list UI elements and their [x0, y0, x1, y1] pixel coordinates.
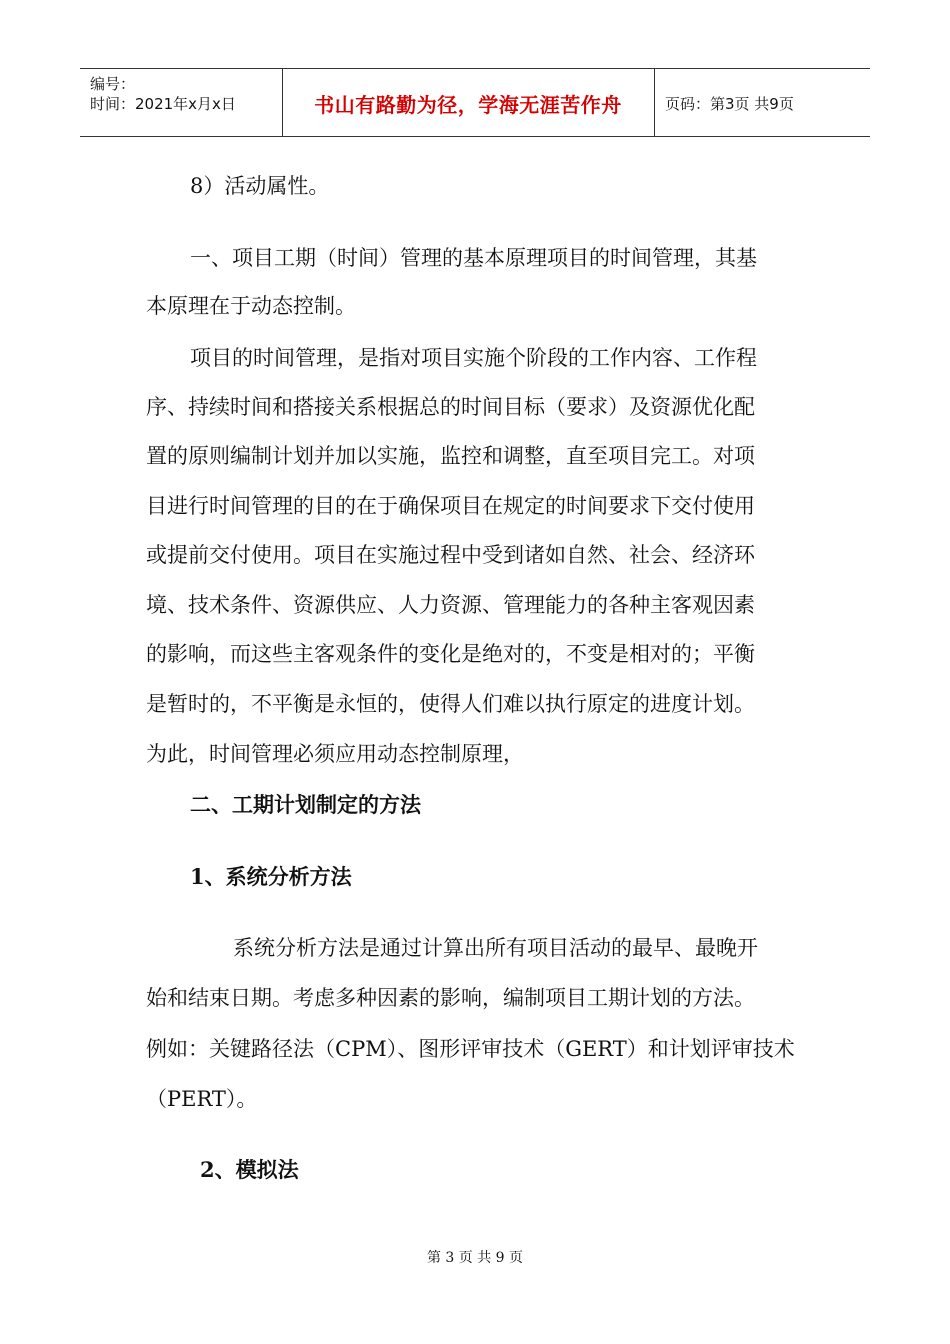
body-line: （PERT）。	[146, 1087, 258, 1111]
body-line: 目进行时间管理的目的在于确保项目在规定的时间要求下交付使用	[146, 494, 755, 518]
body-line: 项目的时间管理，是指对项目实施个阶段的工作内容、工作程	[190, 346, 757, 370]
body-line: 始和结束日期。考虑多种因素的影响，编制项目工期计划的方法。	[146, 986, 755, 1010]
body-line: 本原理在于动态控制。	[146, 294, 356, 318]
page-header	[80, 68, 870, 137]
body-line: 系统分析方法是通过计算出所有项目活动的最早、最晚开	[233, 936, 758, 960]
header-page-code: 页码：第3页 共9页	[665, 95, 794, 113]
subsection-heading: 1、系统分析方法	[190, 864, 352, 889]
document-date-label: 时间：2021年x月x日	[90, 95, 236, 113]
body-line: 置的原则编制计划并加以实施，监控和调整，直至项目完工。对项	[146, 444, 755, 468]
body-line: 8）活动属性。	[190, 174, 330, 198]
body-line: 或提前交付使用。项目在实施过程中受到诸如自然、社会、经济环	[146, 543, 755, 567]
page-footer: 第 3 页 共 9 页	[426, 1250, 524, 1266]
section-heading: 二、工期计划制定的方法	[190, 792, 421, 817]
subsection-heading: 2、模拟法	[200, 1157, 299, 1182]
header-info-cell	[80, 69, 283, 136]
header-motto-cell	[282, 69, 655, 136]
body-line: 为此，时间管理必须应用动态控制原理，	[146, 742, 524, 766]
header-page-cell	[655, 69, 870, 136]
body-line: 一、项目工期（时间）管理的基本原理项目的时间管理，其基	[190, 246, 757, 270]
body-line: 境、技术条件、资源供应、人力资源、管理能力的各种主客观因素	[146, 593, 755, 617]
document-number-label: 编号：	[90, 75, 136, 93]
body-line: 的影响，而这些主客观条件的变化是绝对的，不变是相对的；平衡	[146, 642, 755, 666]
header-motto: 书山有路勤为径，学海无涯苦作舟	[314, 93, 622, 117]
body-line: 是暂时的，不平衡是永恒的，使得人们难以执行原定的进度计划。	[146, 692, 755, 716]
body-line: 序、持续时间和搭接关系根据总的时间目标（要求）及资源优化配	[146, 395, 755, 419]
body-line: 例如：关键路径法（CPM）、图形评审技术（GERT）和计划评审技术	[146, 1037, 795, 1061]
